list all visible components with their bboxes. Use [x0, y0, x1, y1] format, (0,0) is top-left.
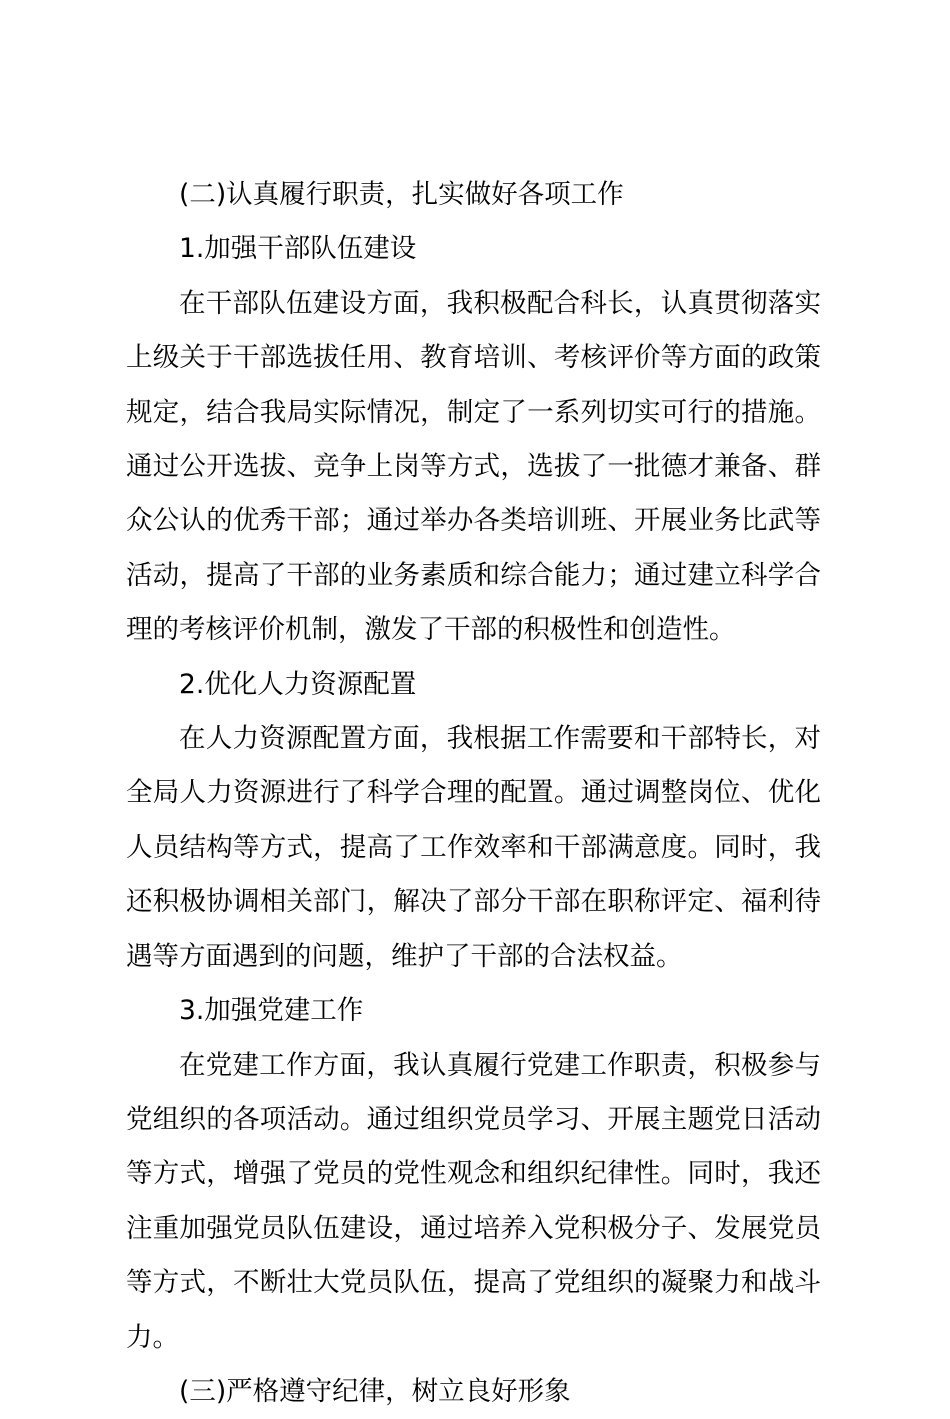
paragraph-hr-allocation: 在人力资源配置方面，我根据工作需要和干部特长，对全局人力资源进行了科学合理的配置。通过调整岗位、优化人员结构等方式，提高了工作效率和干部满意度。同时，我还积极协调相关部门，解决了部分干部在职称评定、福利待遇等方面遇到的问题，维护了干部的合法权益。 [126, 723, 821, 972]
paragraph-cadre-team: 在干部队伍建设方面，我积极配合科长，认真贯彻落实上级关于干部选拔任用、教育培训、考核评价等方面的政策规定，结合我局实际情况，制定了一系列切实可行的措施。通过公开选拔、竞争上岗等方式，选拔了一批德才兼备、群众公认的优秀干部；通过举办各类培训班、开展业务比武等活动，提高了干部的业务素质和综合能力；通过建立科学合理的考核评价机制，激发了干部的积极性和创造性。 [126, 287, 821, 646]
paragraph-party-building: 在党建工作方面，我认真履行党建工作职责，积极参与党组织的各项活动。通过组织党员学习、开展主题党日活动等方式，增强了党员的党性观念和组织纪律性。同时，我还注重加强党员队伍建设，通过培养入党积极分子、发展党员等方式，不断壮大党员队伍，提高了党组织的凝聚力和战斗力。 [126, 1049, 821, 1353]
document-body [126, 168, 821, 1419]
section-heading-3: (三)严格遵守纪律，树立良好形象 [179, 1375, 571, 1407]
subheading-cadre-team: 1.加强干部队伍建设 [179, 233, 417, 265]
section-heading-2: (二)认真履行职责，扎实做好各项工作 [179, 179, 624, 210]
subheading-party-building: 3.加强党建工作 [179, 995, 364, 1027]
subheading-hr-allocation: 2.优化人力资源配置 [179, 668, 417, 700]
